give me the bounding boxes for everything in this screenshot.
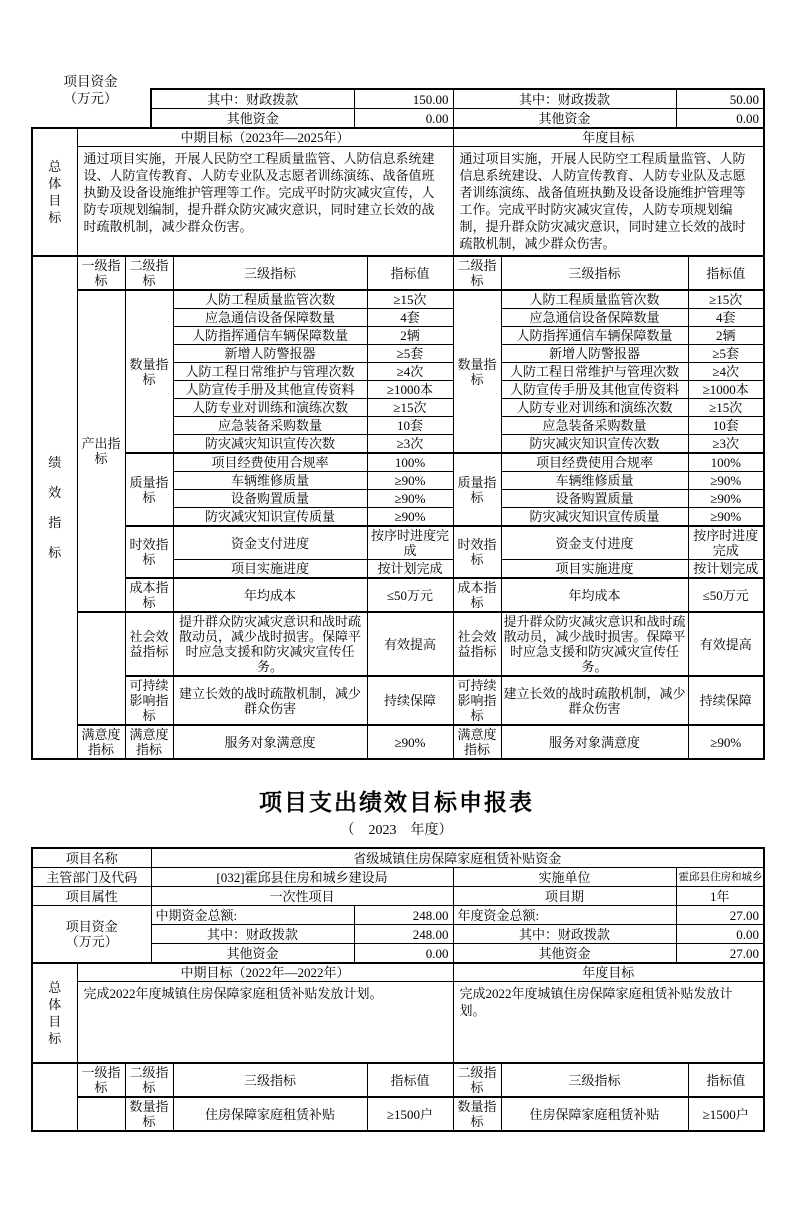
- level2-indicator-cell: 质量指标: [125, 453, 173, 526]
- indicator-name-cell: 人防宣传手册及其他宣传资料: [173, 381, 367, 399]
- perf-header-cell: 二级指标: [453, 1063, 501, 1097]
- indicator-value-cell: ≥90%: [688, 490, 764, 508]
- document-page: [0, 74, 793, 1210]
- indicator-name-cell: 服务对象满意度: [173, 725, 367, 759]
- perf-header-cell: 二级指标: [125, 1063, 173, 1097]
- mid-funding-value: 0.00: [354, 944, 453, 964]
- form2-title: 项目支出绩效目标申报表: [259, 789, 534, 815]
- annual-goal-text: 完成2022年度城镇住房保障家庭租赁补贴发放计划。: [453, 982, 764, 1064]
- indicator-value-cell: 按序时进度完成: [688, 526, 764, 560]
- perf-header-cell: 三级指标: [173, 1063, 367, 1097]
- indicator-name-cell: 防灾减灾知识宣传次数: [501, 435, 688, 454]
- level1-indicator-cell: 满意度指标: [77, 725, 125, 759]
- indicator-value-cell: 10套: [367, 417, 453, 435]
- form1-funding-table: [150, 88, 765, 129]
- indicator-row: [32, 578, 764, 612]
- indicator-name-cell: 新增人防警报器: [173, 345, 367, 363]
- indicator-value-cell: 按计划完成: [688, 560, 764, 579]
- annual-funding-label: 其中：财政拨款: [453, 925, 676, 944]
- indicator-value-cell: 10套: [688, 417, 764, 435]
- indicator-name-cell: 人防宣传手册及其他宣传资料: [501, 381, 688, 399]
- perf-header-cell: 指标值: [688, 256, 764, 290]
- level2-indicator-cell: 成本指标: [453, 578, 501, 612]
- indicator-row: [32, 526, 764, 560]
- indicator-name-cell: 防灾减灾知识宣传质量: [173, 508, 367, 527]
- indicator-name-cell: 服务对象满意度: [501, 725, 688, 759]
- perf-header-cell: 二级指标: [125, 256, 173, 290]
- indicator-name-cell: 应急通信设备保障数量: [173, 309, 367, 327]
- funding-label-line1: 项目资金: [65, 919, 118, 934]
- indicator-name-cell: 人防专业对训练和演练次数: [173, 399, 367, 417]
- department-value: [032]霍邱县住房和城乡建设局: [151, 868, 453, 887]
- perf-header-cell: 指标值: [367, 1063, 453, 1097]
- mid-funding-label: 其中：财政拨款: [151, 89, 354, 109]
- indicator-value-cell: ≥4次: [367, 363, 453, 381]
- indicator-value-cell: ≥5套: [688, 345, 764, 363]
- annual-funding-label: 其他资金: [453, 944, 676, 964]
- funding-label-line2: （万元）: [63, 91, 118, 106]
- performance-header-row: [32, 1063, 764, 1097]
- funding-row: [151, 109, 764, 129]
- funding-total-row: [32, 906, 764, 925]
- form1-overall-goal-table: [31, 127, 765, 257]
- indicator-value-cell: ≥90%: [367, 725, 453, 759]
- funding-label-line2: （万元）: [65, 934, 118, 949]
- funding-row: [151, 89, 764, 109]
- indicator-value-cell: 2辆: [367, 327, 453, 345]
- indicator-value-cell: ≥1000本: [367, 381, 453, 399]
- indicator-name-cell: 住房保障家庭租赁补贴: [501, 1097, 688, 1131]
- project-attribute-label: 项目属性: [32, 887, 151, 906]
- indicator-value-cell: 100%: [367, 453, 453, 472]
- annual-funding-label: 其他资金: [453, 109, 676, 129]
- indicator-row: [32, 612, 764, 676]
- perf-header-cell: 二级指标: [453, 256, 501, 290]
- annual-goal-header: 年度目标: [453, 963, 764, 982]
- level2-indicator-cell: 数量指标: [125, 290, 173, 453]
- level1-indicator-cell: [77, 612, 125, 725]
- indicator-name-cell: 车辆维修质量: [501, 472, 688, 490]
- indicator-value-cell: ≥90%: [688, 725, 764, 759]
- form2-info-table: [31, 847, 765, 964]
- indicator-name-cell: 项目经费使用合规率: [173, 453, 367, 472]
- indicator-value-cell: ≥1000本: [688, 381, 764, 399]
- level2-indicator-cell: 成本指标: [125, 578, 173, 612]
- indicator-value-cell: ≥3次: [367, 435, 453, 454]
- indicator-name-cell: 住房保障家庭租赁补贴: [173, 1097, 367, 1131]
- indicator-value-cell: ≥90%: [688, 508, 764, 527]
- indicator-value-cell: ≥90%: [367, 490, 453, 508]
- mid-funding-value: 0.00: [354, 109, 453, 129]
- form1-performance-table: [31, 255, 765, 760]
- mid-goal-header: 中期目标（2022年—2022年）: [77, 963, 453, 982]
- level2-indicator-cell: 数量指标: [453, 1097, 501, 1131]
- indicator-name-cell: 资金支付进度: [173, 526, 367, 560]
- perf-header-cell: 三级指标: [501, 1063, 688, 1097]
- form1-funding-section: [31, 74, 763, 129]
- indicator-value-cell: ≤50万元: [367, 578, 453, 612]
- indicator-value-cell: 有效提高: [688, 612, 764, 676]
- level2-indicator-cell: 可持续影响指标: [453, 676, 501, 725]
- annual-total-value: 27.00: [676, 906, 764, 925]
- mid-goal-header: 中期目标（2023年—2025年）: [77, 128, 453, 147]
- indicator-row: [32, 290, 764, 309]
- indicator-name-cell: 年均成本: [501, 578, 688, 612]
- perf-header-cell: 一级指标: [77, 256, 125, 290]
- indicator-value-cell: 有效提高: [367, 612, 453, 676]
- indicator-name-cell: 防灾减灾知识宣传次数: [173, 435, 367, 454]
- indicator-name-cell: 提升群众防灾减灾意识和战时疏散动员，减少战时损害。保障平时应急支援和防灾减灾宣传任务。: [501, 612, 688, 676]
- implementing-unit-label: 实施单位: [453, 868, 676, 887]
- indicator-name-cell: 防灾减灾知识宣传质量: [501, 508, 688, 527]
- project-period-value: 1年: [676, 887, 764, 906]
- mid-funding-value: 150.00: [354, 89, 453, 109]
- level2-indicator-cell: 社会效益指标: [453, 612, 501, 676]
- goal-body-row: [32, 982, 764, 1064]
- project-attribute-value: 一次性项目: [151, 887, 453, 906]
- indicator-name-cell: 建立长效的战时疏散机制，减少群众伤害: [501, 676, 688, 725]
- level2-indicator-cell: 数量指标: [125, 1097, 173, 1131]
- indicator-name-cell: 设备购置质量: [501, 490, 688, 508]
- indicator-value-cell: 4套: [367, 309, 453, 327]
- level2-indicator-cell: 满意度指标: [453, 725, 501, 759]
- project-name-label: 项目名称: [32, 848, 151, 868]
- form2-funding-unit-label: [32, 906, 151, 964]
- goal-header-row: [32, 128, 764, 147]
- indicator-value-cell: 按计划完成: [367, 560, 453, 579]
- mid-funding-value: 248.00: [354, 925, 453, 944]
- indicator-name-cell: 项目实施进度: [501, 560, 688, 579]
- project-name-value: 省级城镇住房保障家庭租赁补贴资金: [151, 848, 764, 868]
- level2-indicator-cell: 可持续影响指标: [125, 676, 173, 725]
- indicator-value-cell: ≥90%: [367, 472, 453, 490]
- annual-goal-text: 通过项目实施，开展人民防空工程质量监管、人防信息系统建设、人防宣传教育、人防专业队及志愿者训练演练、战备值班执勤及设备设施维护管理等工作。完成平时防灾减灾宣传，人防专项规划编制，提升群众防灾减灾意识，同时建立长效的战时疏散机制，减少群众伤害。: [453, 147, 764, 257]
- annual-total-label: 年度资金总额:: [453, 906, 676, 925]
- indicator-name-cell: 资金支付进度: [501, 526, 688, 560]
- annual-funding-label: 其中：财政拨款: [453, 89, 676, 109]
- indicator-name-cell: 项目经费使用合规率: [501, 453, 688, 472]
- mid-goal-text: 完成2022年度城镇住房保障家庭租赁补贴发放计划。: [77, 982, 453, 1064]
- indicator-name-cell: 应急装备采购数量: [501, 417, 688, 435]
- indicator-value-cell: ≥15次: [688, 290, 764, 309]
- indicator-value-cell: ≥15次: [367, 290, 453, 309]
- form2-performance-table: [31, 1062, 765, 1132]
- annual-funding-value: 0.00: [676, 109, 764, 129]
- indicator-name-cell: 人防工程质量监管次数: [501, 290, 688, 309]
- goal-body-row: [32, 147, 764, 257]
- indicator-value-cell: ≥1500户: [688, 1097, 764, 1131]
- indicator-value-cell: 持续保障: [688, 676, 764, 725]
- overall-goal-label: 总 体 目 标: [32, 963, 77, 1063]
- perf-header-cell: 三级指标: [173, 256, 367, 290]
- level2-indicator-cell: 质量指标: [453, 453, 501, 526]
- department-label: 主管部门及代码: [32, 868, 151, 887]
- performance-header-row: [32, 256, 764, 290]
- form1-funding-unit-label: [31, 74, 150, 126]
- implementing-unit-value: 霍邱县住房和城乡: [676, 868, 764, 887]
- indicator-name-cell: 项目实施进度: [173, 560, 367, 579]
- department-row: [32, 868, 764, 887]
- indicator-value-cell: ≥15次: [367, 399, 453, 417]
- level2-indicator-cell: 时效指标: [453, 526, 501, 578]
- perf-header-cell: 指标值: [367, 256, 453, 290]
- mid-funding-label: 其他资金: [151, 109, 354, 129]
- goal-header-row: [32, 963, 764, 982]
- annual-funding-value: 0.00: [676, 925, 764, 944]
- indicator-value-cell: ≤50万元: [688, 578, 764, 612]
- indicator-row: [32, 676, 764, 725]
- indicator-value-cell: ≥90%: [688, 472, 764, 490]
- mid-total-label: 中期资金总额:: [151, 906, 354, 925]
- mid-funding-label: 其中：财政拨款: [151, 925, 354, 944]
- overall-goal-label: 总 体 目 标: [32, 128, 77, 256]
- level2-indicator-cell: 数量指标: [453, 290, 501, 453]
- perf-header-cell: 三级指标: [501, 256, 688, 290]
- perf-header-cell: 指标值: [688, 1063, 764, 1097]
- form2-overall-goal-table: [31, 962, 765, 1064]
- indicator-value-cell: 4套: [688, 309, 764, 327]
- project-period-label: 项目期: [453, 887, 676, 906]
- mid-goal-text: 通过项目实施，开展人民防空工程质量监管、人防信息系统建设、人防宣传教育、人防专业队及志愿者训练演练、战备值班执勤及设备设施维护管理等工作。完成平时防灾减灾宣传，人防专项规划编制，提升群众防灾减灾意识，同时建立长效的战时疏散机制，减少群众伤害。: [77, 147, 453, 257]
- project-attribute-row: [32, 887, 764, 906]
- indicator-name-cell: 人防指挥通信车辆保障数量: [501, 327, 688, 345]
- indicator-value-cell: ≥90%: [367, 508, 453, 527]
- level2-indicator-cell: 时效指标: [125, 526, 173, 578]
- level1-indicator-cell: 产出指标: [77, 290, 125, 612]
- indicator-value-cell: ≥4次: [688, 363, 764, 381]
- indicator-row: [32, 453, 764, 472]
- indicator-value-cell: ≥3次: [688, 435, 764, 454]
- indicator-value-cell: 持续保障: [367, 676, 453, 725]
- mid-funding-label: 其他资金: [151, 944, 354, 964]
- mid-total-value: 248.00: [354, 906, 453, 925]
- indicator-value-cell: ≥5套: [367, 345, 453, 363]
- indicator-name-cell: 新增人防警报器: [501, 345, 688, 363]
- funding-label-line1: 项目资金: [63, 74, 118, 89]
- perf-header-cell: 一级指标: [77, 1063, 125, 1097]
- indicator-value-cell: 2辆: [688, 327, 764, 345]
- indicator-name-cell: 提升群众防灾减灾意识和战时疏散动员，减少战时损害。保障平时应急支援和防灾减灾宣传任务。: [173, 612, 367, 676]
- indicator-name-cell: 车辆维修质量: [173, 472, 367, 490]
- indicator-name-cell: 应急通信设备保障数量: [501, 309, 688, 327]
- annual-funding-value: 50.00: [676, 89, 764, 109]
- performance-section-label: [32, 1063, 77, 1131]
- indicator-name-cell: 应急装备采购数量: [173, 417, 367, 435]
- indicator-value-cell: ≥15次: [688, 399, 764, 417]
- performance-section-label: 绩 效 指 标: [32, 256, 77, 759]
- indicator-name-cell: 年均成本: [173, 578, 367, 612]
- indicator-row: [32, 1097, 764, 1131]
- indicator-name-cell: 人防工程质量监管次数: [173, 290, 367, 309]
- form2-year-line: （ 2023 年度）: [340, 823, 453, 838]
- indicator-row: [32, 725, 764, 759]
- indicator-value-cell: 按序时进度完成: [367, 526, 453, 560]
- indicator-name-cell: 人防工程日常维护与管理次数: [501, 363, 688, 381]
- indicator-name-cell: 设备购置质量: [173, 490, 367, 508]
- level2-indicator-cell: 社会效益指标: [125, 612, 173, 676]
- level1-indicator-cell: [77, 1097, 125, 1131]
- indicator-name-cell: 人防指挥通信车辆保障数量: [173, 327, 367, 345]
- project-name-row: [32, 848, 764, 868]
- indicator-value-cell: ≥1500户: [367, 1097, 453, 1131]
- indicator-name-cell: 建立长效的战时疏散机制，减少群众伤害: [173, 676, 367, 725]
- annual-funding-value: 27.00: [676, 944, 764, 964]
- indicator-name-cell: 人防工程日常维护与管理次数: [173, 363, 367, 381]
- indicator-name-cell: 人防专业对训练和演练次数: [501, 399, 688, 417]
- annual-goal-header: 年度目标: [453, 128, 764, 147]
- indicator-value-cell: 100%: [688, 453, 764, 472]
- level2-indicator-cell: 满意度指标: [125, 725, 173, 759]
